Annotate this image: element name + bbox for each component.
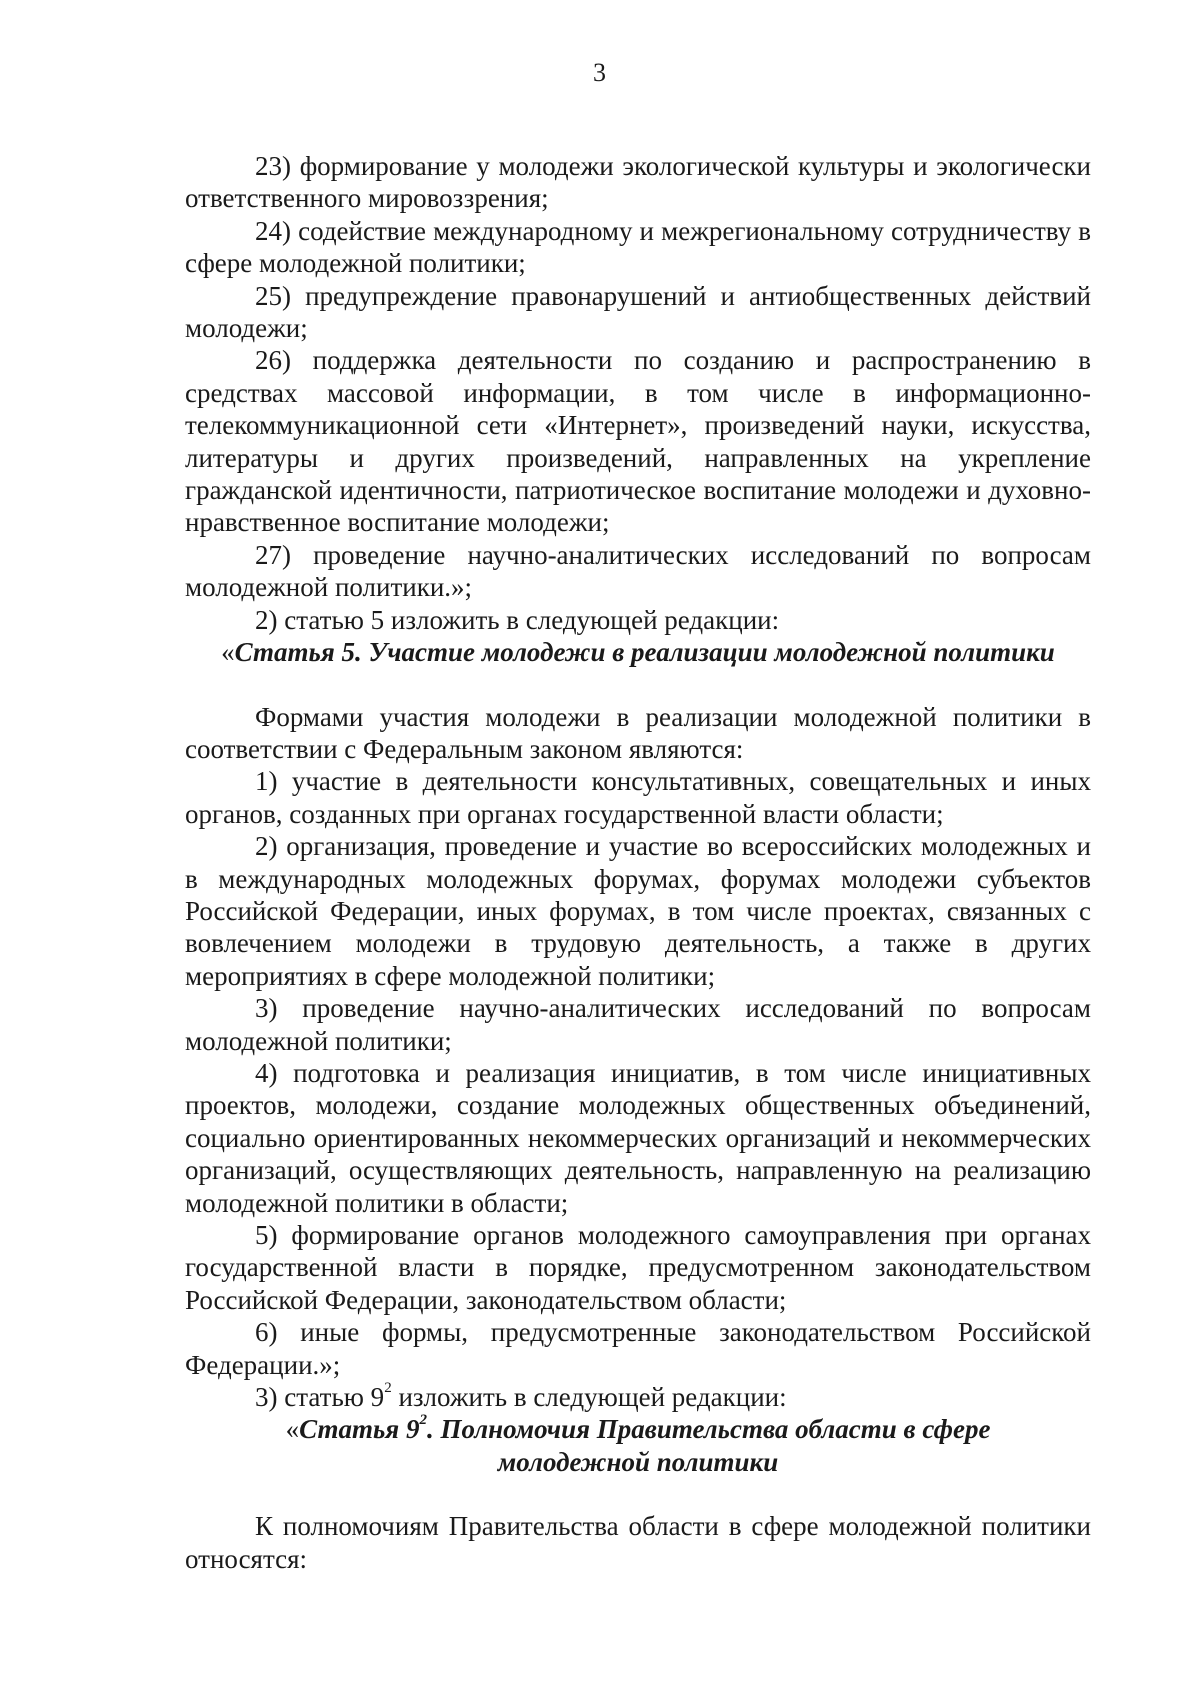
article-9-2-heading <box>185 1413 1091 1478</box>
form-item-5: 5) формирование органов молодежного самоуправления при органах государственной власти в порядке, предусмотренном законодательством Российской Федерации, законодательством области; <box>185 1220 1091 1315</box>
list-item-24: 24) содействие международному и межрегиональному сотрудничеству в сфере молодежной политики; <box>185 215 1091 279</box>
article-9-2-title-line-2: молодежной политики <box>497 1446 779 1477</box>
article-9-2-title-b: . Полномочия Правительства области в сфере <box>426 1414 991 1445</box>
form-item-3: 3) проведение научно-аналитических исследований по вопросам молодежной политики; <box>185 993 1091 1056</box>
open-quote: « <box>221 637 235 668</box>
article-5-title: Статья 5. Участие молодежи в реализации молодежной политики <box>234 637 1055 668</box>
amendment-3 <box>185 1381 1091 1413</box>
article-9-2-intro: К полномочиям Правительства области в сфере молодежной политики относятся: <box>185 1511 1091 1574</box>
article-9-2-title-line-1 <box>185 1413 1091 1445</box>
list-item-26: 26) поддержка деятельности по созданию и распространению в средствах массовой информации, в том числе в информационно-телекоммуникационной сети «Интернет», произведений науки, искусства, литературы и других произведений, направленных на укрепление гражданской идентичности, патриотическое воспитание молодежи и духовно-нравственное воспитание молодежи; <box>185 345 1091 538</box>
form-item-4: 4) подготовка и реализация инициатив, в том числе инициативных проектов, молодежи, создание молодежных общественных объединений, социально ориентированных некоммерческих организаций и некоммерческих организаций, осуществляющих деятельность, направленную на реализацию молодежной политики в области; <box>185 1057 1091 1218</box>
article-5-intro: Формами участия молодежи в реализации молодежной политики в соответствии с Федеральным законом являются: <box>185 701 1091 764</box>
superscript: 2 <box>384 1380 392 1397</box>
amendment-3-text-end: изложить в следующей редакции: <box>391 1382 787 1413</box>
article-5-heading <box>185 636 1091 668</box>
list-item-23: 23) формирование у молодежи экологической культуры и экологически ответственного мировоззрения; <box>185 151 1091 214</box>
amendment-3-text: 3) статью 9 <box>255 1382 385 1413</box>
page-number: 3 <box>593 58 607 87</box>
form-item-6: 6) иные формы, предусмотренные законодательством Российской Федерации.»; <box>185 1317 1091 1380</box>
article-9-2-title-a: Статья 9 <box>299 1414 420 1445</box>
form-item-2: 2) организация, проведение и участие во всероссийских молодежных и в международных молодежных форумах, форумах молодежи субъектов Российской Федерации, иных форумах, в том числе проектах, связанных с вовлечением молодежи в трудовую деятельность, а также в других мероприятиях в сфере молодежной политики; <box>185 831 1091 991</box>
spacer <box>185 669 1091 701</box>
spacer <box>185 1478 1091 1510</box>
form-item-1: 1) участие в деятельности консультативных, совещательных и иных органов, созданных при органах государственной власти области; <box>185 766 1091 829</box>
document-body <box>185 150 1091 1575</box>
amendment-2: 2) статью 5 изложить в следующей редакции: <box>255 604 780 635</box>
list-item-25: 25) предупреждение правонарушений и антиобщественных действий молодежи; <box>185 280 1091 344</box>
list-item-27: 27) проведение научно-аналитических исследований по вопросам молодежной политики.»; <box>185 539 1091 603</box>
superscript: 2 <box>419 1412 427 1429</box>
open-quote: « <box>285 1414 300 1445</box>
